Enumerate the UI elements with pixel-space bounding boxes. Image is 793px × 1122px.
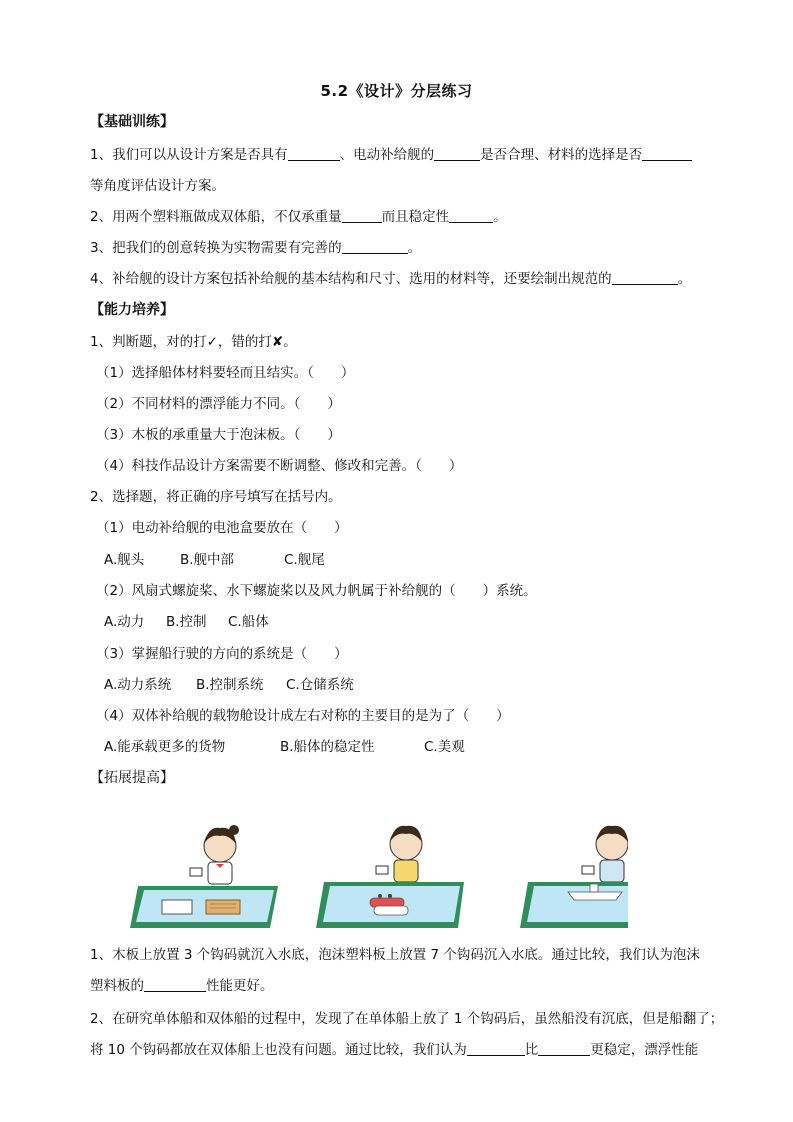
basic-question-1 bbox=[90, 145, 692, 165]
cross-mark-icon: ✘ bbox=[271, 334, 284, 350]
answer-blank[interactable] bbox=[434, 146, 480, 161]
text: 而且稳定性 bbox=[381, 209, 450, 225]
text: 3、把我们的创意转换为实物需要有完善的 bbox=[90, 240, 342, 256]
answer-blank[interactable] bbox=[467, 1041, 525, 1056]
basic-question-3 bbox=[90, 238, 421, 258]
option[interactable]: C.仓储系统 bbox=[286, 677, 354, 693]
judge-item-4: （4）科技作品设计方案需要不断调整、修改和完善。（ ） bbox=[96, 458, 463, 474]
choice-item-3: （3）掌握船行驶的方向的系统是（ ） bbox=[96, 646, 348, 662]
text: 塑料板的 bbox=[90, 978, 144, 994]
text: 2、用两个塑料瓶做成双体船，不仅承重量 bbox=[90, 209, 342, 225]
judge-item-1: （1）选择船体材料要轻而且结实。（ ） bbox=[96, 365, 355, 381]
option[interactable]: B.控制系统 bbox=[196, 677, 264, 693]
extend-question-1: 1、木板上放置 3 个钩码就沉入水底，泡沫塑料板上放置 7 个钩码沉入水底。通过比较，我们认为泡沫 bbox=[90, 947, 700, 963]
choice-item-1: （1）电动补给舰的电池盒要放在（ ） bbox=[96, 520, 348, 536]
section-basic-heading: 【基础训练】 bbox=[90, 114, 174, 130]
water-tank-icon bbox=[520, 882, 628, 928]
judge-title bbox=[90, 332, 297, 352]
option[interactable]: A.舰头 bbox=[104, 552, 145, 568]
choice-item-4: （4）双体补给舰的载物舱设计成左右对称的主要目的是为了（ ） bbox=[96, 708, 510, 724]
text: ，错的打 bbox=[217, 334, 272, 350]
text: 1、我们可以从设计方案是否具有 bbox=[90, 147, 288, 163]
text: 性能更好。 bbox=[206, 978, 274, 994]
option[interactable]: B.舰中部 bbox=[180, 552, 235, 568]
answer-blank[interactable] bbox=[612, 270, 678, 285]
basic-question-1-cont: 等角度评估设计方案。 bbox=[90, 178, 225, 194]
option[interactable]: C.船体 bbox=[228, 614, 269, 630]
text: 4、补给舰的设计方案包括补给舰的基本结构和尺寸、选用的材料等，还要绘制出规范的 bbox=[90, 271, 612, 287]
text: 。 bbox=[493, 209, 507, 225]
choice-item-4-options bbox=[104, 737, 465, 757]
answer-blank[interactable] bbox=[342, 239, 408, 254]
choice-item-1-options bbox=[104, 550, 325, 570]
basic-question-2 bbox=[90, 207, 507, 227]
check-mark-icon: ✓ bbox=[206, 334, 218, 350]
answer-blank[interactable] bbox=[538, 1041, 590, 1056]
option[interactable]: A.动力 bbox=[104, 614, 145, 630]
text: 。 bbox=[677, 271, 692, 287]
water-tank-icon bbox=[316, 882, 464, 928]
extend-question-1-cont bbox=[90, 976, 274, 996]
text: 将 10 个钩码都放在双体船上也没有问题。通过比较，我们认为 bbox=[90, 1042, 467, 1058]
extend-question-2-cont bbox=[90, 1040, 698, 1060]
water-tank-icon bbox=[130, 886, 278, 928]
text: 1、判断题，对的打 bbox=[90, 334, 207, 350]
judge-item-3: （3）木板的承重量大于泡沫板。（ ） bbox=[96, 427, 341, 443]
text: 更稳定，漂浮性能 bbox=[590, 1042, 699, 1058]
option[interactable]: B.船体的稳定性 bbox=[280, 739, 375, 755]
answer-blank[interactable] bbox=[642, 146, 692, 161]
option[interactable]: C.舰尾 bbox=[284, 552, 325, 568]
boy-figure-icon bbox=[376, 826, 422, 882]
option[interactable]: A.能承载更多的货物 bbox=[104, 739, 226, 755]
text: 。 bbox=[407, 240, 422, 256]
answer-blank[interactable] bbox=[449, 208, 493, 223]
girl-figure-icon bbox=[190, 825, 239, 884]
section-extend-heading: 【拓展提高】 bbox=[90, 770, 174, 786]
text: 。 bbox=[283, 334, 297, 350]
choice-item-3-options bbox=[104, 675, 354, 695]
experiment-illustration bbox=[128, 818, 628, 934]
option[interactable]: A.动力系统 bbox=[104, 677, 172, 693]
extend-question-2: 2、在研究单体船和双体船的过程中，发现了在单体船上放了 1 个钩码后，虽然船没有沉底，但是船翻了； bbox=[90, 1011, 724, 1027]
text: 、电动补给舰的 bbox=[339, 147, 435, 163]
basic-question-4 bbox=[90, 269, 691, 289]
section-ability-heading: 【能力培养】 bbox=[90, 302, 174, 318]
answer-blank[interactable] bbox=[144, 977, 206, 992]
choice-title: 2、选择题，将正确的序号填写在括号内。 bbox=[90, 489, 342, 505]
boy-figure-icon bbox=[582, 826, 628, 882]
answer-blank[interactable] bbox=[288, 146, 340, 161]
judge-item-2: （2）不同材料的漂浮能力不同。（ ） bbox=[96, 396, 341, 412]
option[interactable]: C.美观 bbox=[424, 739, 465, 755]
text: 比 bbox=[524, 1042, 539, 1058]
option[interactable]: B.控制 bbox=[166, 614, 207, 630]
choice-item-2: （2）风扇式螺旋桨、水下螺旋桨以及风力帆属于补给舰的（ ）系统。 bbox=[96, 583, 537, 599]
choice-item-2-options bbox=[104, 612, 269, 632]
text: 是否合理、材料的选择是否 bbox=[480, 147, 643, 163]
page-title: 5.2《设计》分层练习 bbox=[320, 82, 473, 100]
answer-blank[interactable] bbox=[342, 208, 382, 223]
